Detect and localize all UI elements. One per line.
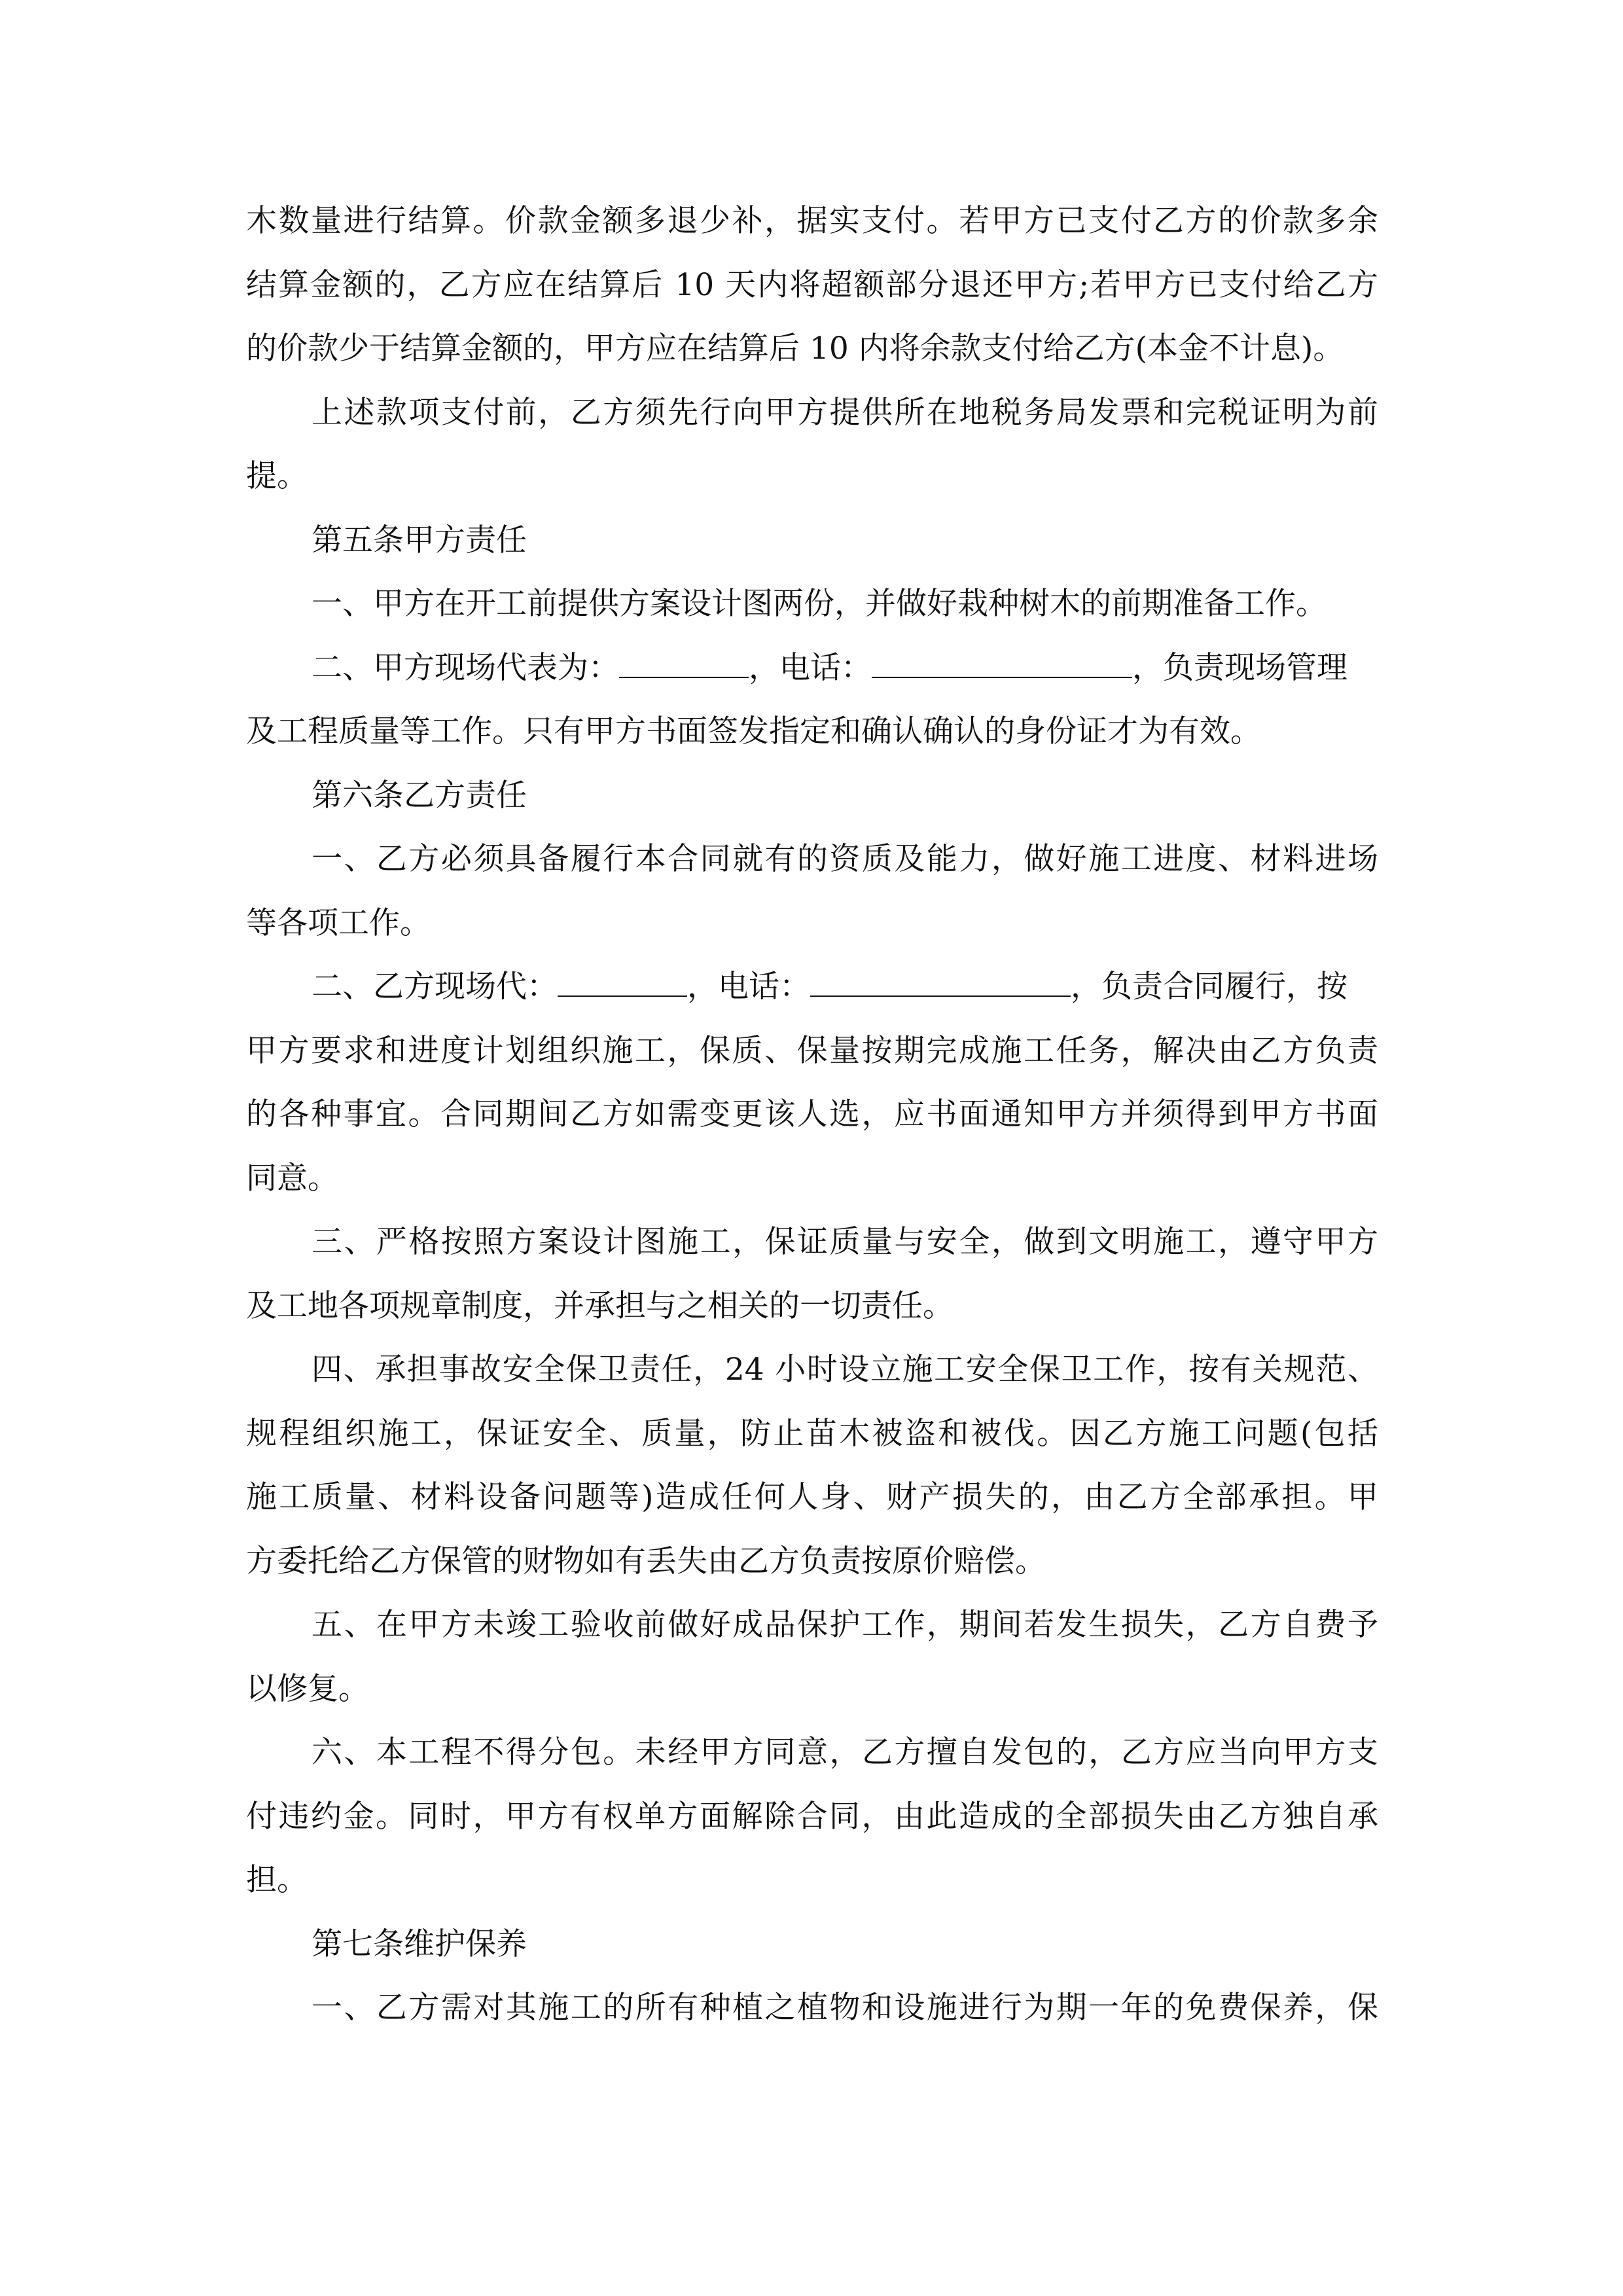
paragraph-line: 一、甲方在开工前提供方案设计图两份，并做好栽种树木的前期准备工作。 [312, 586, 1327, 622]
phone-blank [810, 965, 1071, 997]
paragraph-line: 施工质量、材料设备问题等)造成任何人身、财产损失的，由乙方全部承担。甲 [246, 1479, 1378, 1515]
representative-blank [558, 965, 687, 997]
paragraph-line: 等各项工作。 [246, 905, 431, 941]
paragraph-line: 三、严格按照方案设计图施工，保证质量与安全，做到文明施工，遵守甲方 [312, 1224, 1378, 1260]
line-text: 二、甲方现场代表为： [312, 650, 619, 686]
paragraph-line: 及工地各项规章制度，并承担与之相关的一切责任。 [246, 1288, 954, 1324]
line-text: 二、乙方现场代： [312, 969, 558, 1005]
paragraph-line: 结算金额的，乙方应在结算后 10 天内将超额部分退还甲方;若甲方已支付给乙方 [246, 267, 1378, 303]
paragraph-line: 的价款少于结算金额的，甲方应在结算后 10 内将余款支付给乙方(本金不计息)。 [246, 331, 1344, 367]
paragraph-line: 的各种事宜。合同期间乙方如需变更该人选，应书面通知甲方并须得到甲方书面 [246, 1096, 1378, 1132]
paragraph-line: 担。 [246, 1862, 308, 1898]
paragraph-line: 同意。 [246, 1160, 338, 1196]
paragraph-line: 四、承担事故安全保卫责任，24 小时设立施工安全保卫工作，按有关规范、 [312, 1352, 1378, 1388]
paragraph-line: 五、在甲方未竣工验收前做好成品保护工作，期间若发生损失，乙方自费予 [312, 1607, 1378, 1643]
section-heading: 第五条甲方责任 [312, 522, 527, 558]
paragraph-line: 甲方要求和进度计划组织施工，保质、保量按期完成施工任务，解决由乙方负责 [246, 1033, 1378, 1069]
paragraph-line: 及工程质量等工作。只有甲方书面签发指定和确认确认的身份证才为有效。 [246, 713, 1261, 749]
representative-blank [619, 647, 749, 678]
paragraph-line: 上述款项支付前，乙方须先行向甲方提供所在地税务局发票和完税证明为前 [312, 395, 1378, 431]
paragraph-line: 付违约金。同时，甲方有权单方面解除合同，由此造成的全部损失由乙方独自承 [246, 1799, 1378, 1835]
fill-in-line [312, 961, 1347, 1013]
paragraph-line: 方委托给乙方保管的财物如有丢失由乙方负责按原价赔偿。 [246, 1543, 1046, 1579]
line-text: ，电话： [687, 969, 810, 1005]
line-text: ，负责合同履行，按 [1071, 969, 1347, 1005]
paragraph-line: 一、乙方需对其施工的所有种植之植物和设施进行为期一年的免费保养，保 [312, 1990, 1378, 2026]
line-text: ，电话： [749, 650, 872, 686]
paragraph-line: 木数量进行结算。价款金额多退少补，据实支付。若甲方已支付乙方的价款多余 [246, 203, 1378, 239]
fill-in-line [312, 642, 1347, 694]
paragraph-line: 六、本工程不得分包。未经甲方同意，乙方擅自发包的，乙方应当向甲方支 [312, 1734, 1378, 1770]
section-heading: 第七条维护保养 [312, 1926, 527, 1962]
paragraph-line: 一、乙方必须具备履行本合同就有的资质及能力，做好施工进度、材料进场 [312, 841, 1378, 877]
paragraph-line: 以修复。 [246, 1671, 369, 1707]
paragraph-line: 提。 [246, 458, 308, 494]
line-text: ，负责现场管理 [1132, 650, 1347, 686]
section-heading: 第六条乙方责任 [312, 778, 527, 814]
paragraph-line: 规程组织施工，保证安全、质量，防止苗木被盗和被伐。因乙方施工问题(包括 [246, 1416, 1378, 1452]
phone-blank [872, 647, 1132, 678]
